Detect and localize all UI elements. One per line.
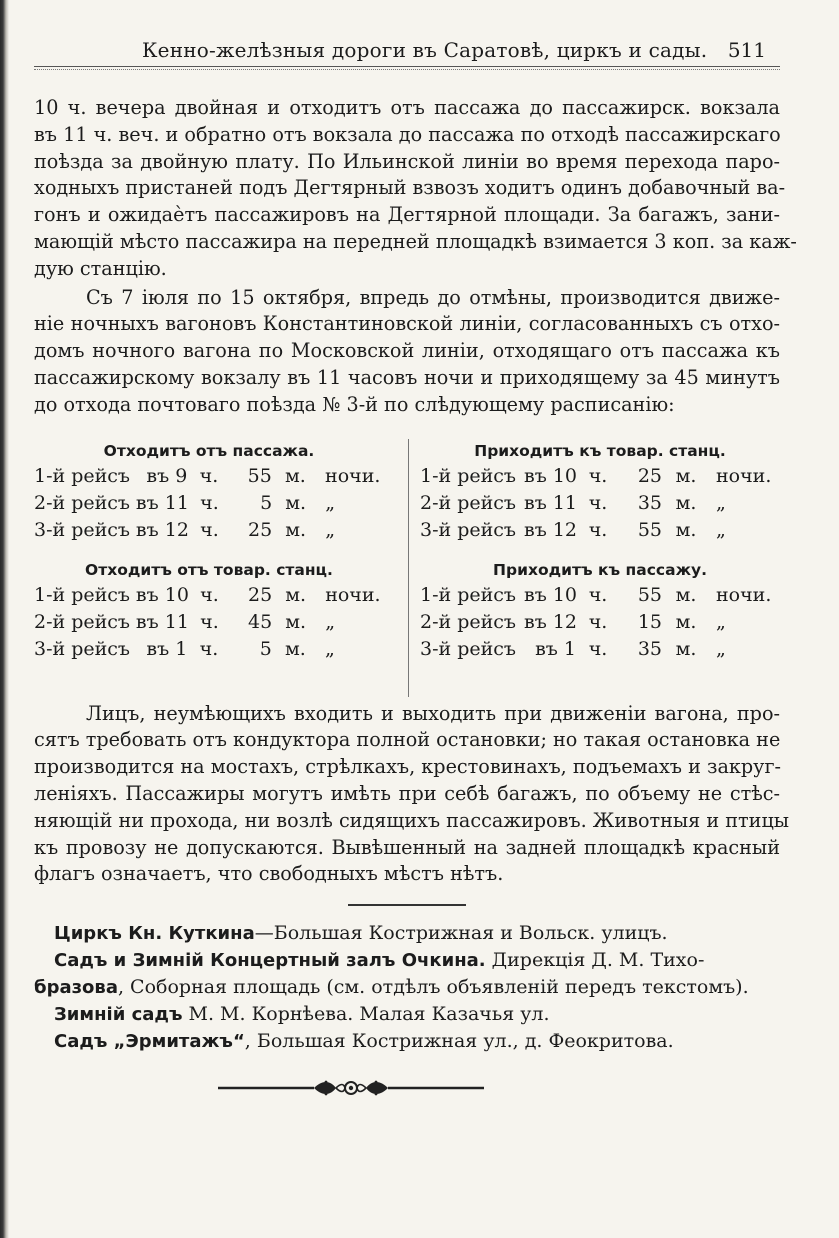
venue-details: —Большая Кострижная и Вольск. улицъ. bbox=[254, 922, 668, 945]
timetable-cell: 1-й рейсъ bbox=[420, 464, 517, 487]
timetable-cell: м. bbox=[675, 637, 697, 660]
timetable-cell: въ 10 bbox=[135, 583, 189, 606]
timetable-cell: ч. bbox=[588, 464, 608, 487]
section-rule bbox=[348, 904, 466, 906]
timetable-cell: 25 bbox=[637, 464, 662, 487]
timetable-cell: „ bbox=[325, 637, 335, 660]
text-line: мающій мѣсто пассажира на передней площадкѣ взимается 3 коп. за каж- bbox=[34, 229, 797, 253]
timetable-row bbox=[420, 517, 780, 544]
text-line: къ провозу не допускаются. Вывѣшенный на задней площадкѣ красный bbox=[34, 835, 780, 859]
timetable-cell: въ 12 bbox=[135, 518, 189, 541]
timetable-cell: „ bbox=[716, 610, 726, 633]
timetable-block-title: Отходитъ отъ пассажа. bbox=[103, 441, 315, 460]
timetable-cell: ночи. bbox=[325, 464, 381, 487]
timetable-block bbox=[420, 558, 780, 663]
text-line: Лицъ, неумѣющихъ входить и выходить при движеніи вагона, про- bbox=[86, 701, 780, 725]
timetable-left-column bbox=[34, 439, 384, 677]
venue-name: Зимній садъ bbox=[54, 1004, 183, 1026]
venue-name: Садъ и Зимній Концертный залъ Очкина. bbox=[54, 950, 486, 972]
timetable-cell: въ 11 bbox=[135, 491, 189, 514]
timetable-cell: 5 bbox=[260, 491, 273, 514]
venue-entry bbox=[34, 947, 780, 974]
text-line: сятъ требовать отъ кондуктора полной остановки; но такая остановка не bbox=[34, 728, 781, 752]
timetable-cell: 1-й рейсъ bbox=[34, 464, 131, 487]
venue-name: Циркъ Кн. Куткина bbox=[54, 923, 255, 945]
timetable-cell: 55 bbox=[247, 464, 272, 487]
timetable-block bbox=[34, 439, 384, 544]
venue-details: , Соборная площадь (см. отдѣлъ объявленій передъ текстомъ). bbox=[117, 976, 749, 999]
timetable-row bbox=[420, 636, 780, 663]
text-line: дую станцію. bbox=[34, 256, 167, 280]
venue-entry bbox=[34, 1028, 780, 1055]
timetable-cell: 2-й рейсъ bbox=[420, 610, 517, 633]
timetable-cell: ч. bbox=[588, 637, 608, 660]
timetable-cell: ч. bbox=[588, 518, 608, 541]
timetable-cell: 3-й рейсъ bbox=[420, 637, 517, 660]
timetable-cell: 15 bbox=[637, 610, 662, 633]
timetable-row bbox=[420, 463, 780, 490]
timetable-cell: 3-й рейсъ bbox=[34, 518, 131, 541]
timetable-block bbox=[34, 558, 384, 663]
timetable-cell: 2-й рейсъ bbox=[420, 491, 517, 514]
paragraph-passenger-rules bbox=[34, 701, 790, 889]
timetable-cell: м. bbox=[675, 583, 697, 606]
page-header bbox=[34, 38, 780, 67]
venue-list bbox=[34, 920, 780, 1055]
timetable-cell: 55 bbox=[637, 583, 662, 606]
timetable-cell: 1-й рейсъ bbox=[34, 583, 131, 606]
page bbox=[34, 38, 797, 1055]
timetable-row bbox=[420, 609, 780, 636]
text-line: производится на мостахъ, стрѣлкахъ, крестовинахъ, подъемахъ и закруг- bbox=[34, 755, 781, 779]
text-line: флагъ означаетъ, что свободныхъ мѣстъ нѣтъ. bbox=[34, 862, 504, 886]
text-line: въ 11 ч. веч. и обратно отъ вокзала до пассажа по отходѣ пассажирскаго bbox=[34, 122, 781, 146]
paragraph-night-cars bbox=[34, 285, 780, 419]
timetable-cell: м. bbox=[285, 583, 307, 606]
venue-entry bbox=[34, 974, 780, 1001]
night-timetable bbox=[34, 439, 780, 697]
timetable-cell: м. bbox=[675, 518, 697, 541]
text-line: пассажирскому вокзалу въ 11 часовъ ночи и приходящему за 45 минутъ bbox=[34, 365, 780, 389]
timetable-cell: м. bbox=[675, 464, 697, 487]
timetable-cell: „ bbox=[716, 637, 726, 660]
timetable-block-title: Приходитъ къ товар. станц. bbox=[474, 441, 726, 460]
timetable-row bbox=[420, 490, 780, 517]
timetable-cell: „ bbox=[716, 491, 726, 514]
timetable-cell: м. bbox=[675, 491, 697, 514]
column-divider bbox=[408, 439, 409, 697]
timetable-cell: въ 10 bbox=[524, 464, 578, 487]
timetable-cell: 45 bbox=[247, 610, 273, 633]
timetable-cell: м. bbox=[675, 610, 697, 633]
timetable-cell: м. bbox=[285, 610, 307, 633]
text-line: леніяхъ. Пассажиры могутъ имѣть при себѣ багажъ, по объему не стѣс- bbox=[34, 781, 780, 805]
venue-name: Садъ „Эрмитажъ“ bbox=[54, 1031, 245, 1053]
text-line: гонъ и ожидаѐтъ пассажировъ на Дегтярной площади. За багажъ, зани- bbox=[34, 203, 780, 227]
timetable-row bbox=[34, 517, 384, 544]
timetable-cell: 35 bbox=[637, 637, 662, 660]
running-title: Кенно-желѣзныя дороги въ Саратовѣ, циркъ и сады. bbox=[142, 38, 708, 62]
timetable-cell: м. bbox=[285, 491, 307, 514]
timetable-row bbox=[34, 490, 384, 517]
timetable-row bbox=[34, 636, 384, 663]
venue-details: , Большая Кострижная ул., д. Феокритова. bbox=[244, 1030, 674, 1053]
text-line: ходныхъ пристаней подъ Дегтярный взвозъ ходитъ одинъ добавочный ва- bbox=[34, 176, 786, 200]
timetable-cell: ночи. bbox=[325, 583, 381, 606]
timetable-cell: въ 10 bbox=[524, 583, 578, 606]
timetable-cell: 3-й рейсъ bbox=[34, 637, 131, 660]
timetable-block-title: Отходитъ отъ товар. станц. bbox=[85, 560, 333, 579]
timetable-block bbox=[420, 439, 780, 544]
timetable-cell: „ bbox=[325, 491, 336, 514]
timetable-cell: въ 11 bbox=[135, 610, 189, 633]
timetable-cell: ч. bbox=[588, 610, 608, 633]
timetable-right-column bbox=[420, 439, 780, 677]
timetable-cell: въ 1 bbox=[535, 637, 576, 660]
paragraph-tram-schedule-intro bbox=[34, 95, 797, 283]
text-line: до отхода почтоваго поѣзда № 3-й по слѣдующему расписанію: bbox=[34, 392, 675, 416]
timetable-cell: въ 11 bbox=[524, 491, 578, 514]
venue-entry bbox=[34, 1001, 780, 1028]
venue-entry bbox=[34, 920, 780, 947]
timetable-cell: ч. bbox=[200, 610, 219, 633]
book-spine-edge bbox=[0, 0, 9, 1238]
timetable-cell: ч. bbox=[199, 464, 219, 487]
timetable-cell: м. bbox=[285, 637, 306, 660]
venue-name: бразова bbox=[34, 977, 118, 999]
venue-details: Дирекція Д. М. Тихо- bbox=[485, 949, 705, 972]
timetable-cell: 2-й рейсъ bbox=[34, 610, 131, 633]
timetable-cell: м. bbox=[285, 518, 307, 541]
timetable-cell: „ bbox=[325, 610, 336, 633]
timetable-cell: ч. bbox=[588, 491, 608, 514]
timetable-cell: 3-й рейсъ bbox=[420, 518, 517, 541]
timetable-cell: м. bbox=[285, 464, 306, 487]
timetable-cell: ч. bbox=[200, 583, 219, 606]
timetable-cell: „ bbox=[325, 518, 336, 541]
text-line: няющій ни прохода, ни возлѣ сидящихъ пассажировъ. Животныя и птицы bbox=[34, 808, 790, 832]
timetable-cell: ч. bbox=[588, 583, 608, 606]
timetable-cell: въ 9 bbox=[146, 464, 188, 487]
timetable-cell: 1-й рейсъ bbox=[420, 583, 517, 606]
timetable-cell: 35 bbox=[637, 491, 662, 514]
timetable-cell: 55 bbox=[637, 518, 662, 541]
page-number: 511 bbox=[727, 38, 766, 62]
timetable-cell: ночи. bbox=[716, 583, 772, 606]
text-line: ніе ночныхъ вагоновъ Константиновской линіи, согласованныхъ съ отхо- bbox=[34, 312, 780, 336]
text-line: домъ ночного вагона по Московской линіи, отходящаго отъ пассажа къ bbox=[34, 339, 780, 363]
text-line: 10 ч. вечера двойная и отходитъ отъ пассажа до пассажирск. вокзала bbox=[34, 96, 780, 119]
timetable-cell: ч. bbox=[200, 518, 219, 541]
timetable-row bbox=[420, 582, 780, 609]
timetable-cell: ч. bbox=[200, 491, 219, 514]
text-line: поѣзда за двойную плату. По Ильинской линіи во время перехода паро- bbox=[34, 149, 780, 173]
text-line: Съ 7 іюля по 15 октября, впредь до отмѣны, производится движе- bbox=[86, 285, 780, 309]
timetable-cell: ночи. bbox=[716, 464, 772, 487]
timetable-cell: 2-й рейсъ bbox=[34, 491, 131, 514]
decorative-vignette bbox=[218, 1078, 484, 1098]
timetable-cell: въ 12 bbox=[524, 610, 578, 633]
timetable-cell: въ 12 bbox=[524, 518, 578, 541]
venue-details: М. М. Корнѣева. Малая Казачья ул. bbox=[182, 1003, 550, 1026]
timetable-cell: въ 1 bbox=[146, 637, 188, 660]
timetable-cell: „ bbox=[716, 518, 726, 541]
timetable-cell: 25 bbox=[247, 583, 273, 606]
timetable-row bbox=[34, 609, 384, 636]
timetable-block-title: Приходитъ къ пассажу. bbox=[493, 560, 707, 579]
timetable-cell: ч. bbox=[199, 637, 219, 660]
timetable-row bbox=[34, 463, 384, 490]
timetable-cell: 5 bbox=[259, 637, 272, 660]
timetable-row bbox=[34, 582, 384, 609]
timetable-cell: 25 bbox=[247, 518, 273, 541]
